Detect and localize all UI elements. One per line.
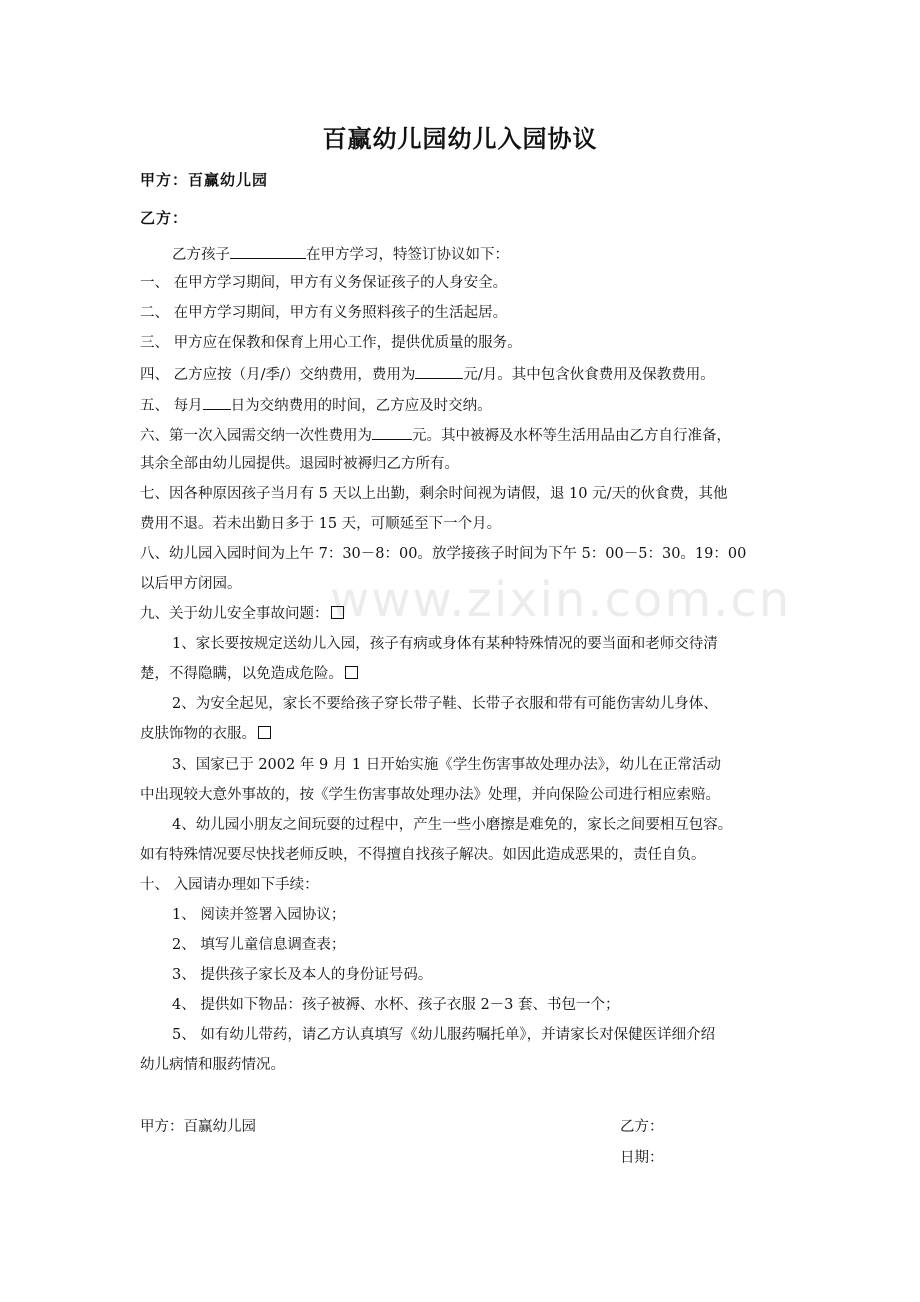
clause-7-line-2: 费用不退。若未出勤日多于 15 天，可顺延至下一个月。 — [140, 516, 502, 532]
checkbox-icon — [258, 726, 271, 739]
clause-8-line-2: 以后甲方闭园。 — [140, 576, 242, 592]
intro-post: 在甲方学习，特签订协议如下： — [306, 247, 509, 263]
checkbox-icon — [331, 606, 344, 619]
intro-pre: 乙方孩子 — [172, 247, 230, 263]
clause-9-3-line-1: 3、国家已于 2002 年 9 月 1 日开始实施《学生伤害事故处理办法》，幼儿在正常活动 — [172, 757, 721, 773]
clause-10-3: 3、 提供孩子家长及本人的身份证号码。 — [172, 967, 433, 983]
clause-9-1-line-2 — [140, 664, 790, 684]
clause-9-3-line-2: 中出现较大意外事故的，按《学生伤害事故处理办法》处理，并向保险公司进行相应索赔。 — [140, 787, 720, 803]
clause-9-2-line-1: 2、为安全起见，家长不要给孩子穿长带子鞋、长带子衣服和带有可能伤害幼儿身体、 — [172, 696, 718, 712]
clause-10-1: 1、 阅读并签署入园协议； — [172, 907, 346, 923]
clause-7-line-1: 七、因各种原因孩子当月有 5 天以上出勤，剩余时间视为请假，退 10 元/天的伙食费，其他 — [140, 486, 728, 502]
clause-5-post: 日为交纳费用的时间，乙方应及时交纳。 — [230, 398, 492, 414]
clause-6-pre: 六、第一次入园需交纳一次性费用为 — [140, 428, 372, 444]
child-name-blank — [230, 243, 306, 259]
clause-4-pre: 四、 乙方应按（月/季/）交纳费用，费用为 — [140, 367, 416, 383]
clause-10-5-line-1: 5、 如有幼儿带药，请乙方认真填写《幼儿服药嘱托单》，并请家长对保健医详细介绍 — [172, 1027, 716, 1043]
clause-2: 二、 在甲方学习期间，甲方有义务照料孩子的生活起居。 — [140, 305, 508, 321]
clause-8-line-1: 八、幼儿园入园时间为上午 7：30－8：00。放学接孩子时间为下午 5：00－5：30。19：00 — [140, 546, 747, 562]
clause-1: 一、 在甲方学习期间，甲方有义务保证孩子的人身安全。 — [140, 275, 508, 291]
clause-9-1-line-1: 1、家长要按规定送幼儿入园，孩子有病或身体有某种特殊情况的要当面和老师交待清 — [172, 636, 718, 652]
day-blank — [203, 394, 231, 410]
party-b-heading: 乙方： — [140, 209, 189, 227]
clause-4-post: 元/月。其中包含伙食费用及保教费用。 — [463, 367, 715, 383]
signature-party-a: 甲方：百赢幼儿园 — [140, 1119, 256, 1135]
clause-9-2-text: 皮肤饰物的衣服。 — [140, 726, 256, 742]
clause-3: 三、 甲方应在保教和保育上用心工作，提供优质量的服务。 — [140, 335, 522, 351]
clause-9-text: 九、关于幼儿安全事故问题： — [140, 606, 329, 622]
clause-10: 十、 入园请办理如下手续： — [140, 877, 319, 893]
clause-6-line-1 — [140, 424, 790, 446]
intro-line — [172, 243, 822, 265]
signature-date: 日期： — [620, 1150, 664, 1166]
clause-9-2-line-2 — [140, 724, 790, 744]
clause-10-2: 2、 填写儿童信息调查表； — [172, 937, 346, 953]
onetime-fee-blank — [372, 424, 412, 440]
clause-4 — [140, 363, 790, 385]
checkbox-icon — [345, 666, 358, 679]
clause-6-line-2: 其余全部由幼儿园提供。退园时被褥归乙方所有。 — [140, 456, 459, 472]
clause-9-4-line-1: 4、幼儿园小朋友之间玩耍的过程中，产生一些小磨擦是难免的，家长之间要相互包容。 — [172, 817, 733, 833]
signature-party-b: 乙方： — [620, 1119, 664, 1135]
fee-blank — [415, 363, 463, 379]
watermark: www.zixin.com.cn — [330, 572, 792, 628]
clause-5 — [140, 394, 790, 416]
document-title: 百赢幼儿园幼儿入园协议 — [322, 125, 598, 153]
clause-9-4-line-2: 如有特殊情况要尽快找老师反映，不得擅自找孩子解决。如因此造成恶果的，责任自负。 — [140, 847, 706, 863]
clause-9-1-text: 楚，不得隐瞒，以免造成危险。 — [140, 666, 343, 682]
clause-10-5-line-2: 幼儿病情和服药情况。 — [140, 1057, 285, 1073]
clause-5-pre: 五、 每月 — [140, 398, 203, 414]
party-a-heading: 甲方：百赢幼儿园 — [140, 171, 269, 189]
clause-9 — [140, 604, 790, 624]
clause-10-4: 4、 提供如下物品：孩子被褥、水杯、孩子衣服 2－3 套、书包一个； — [172, 997, 620, 1013]
clause-6-post: 元。其中被褥及水杯等生活用品由乙方自行准备， — [412, 428, 731, 444]
